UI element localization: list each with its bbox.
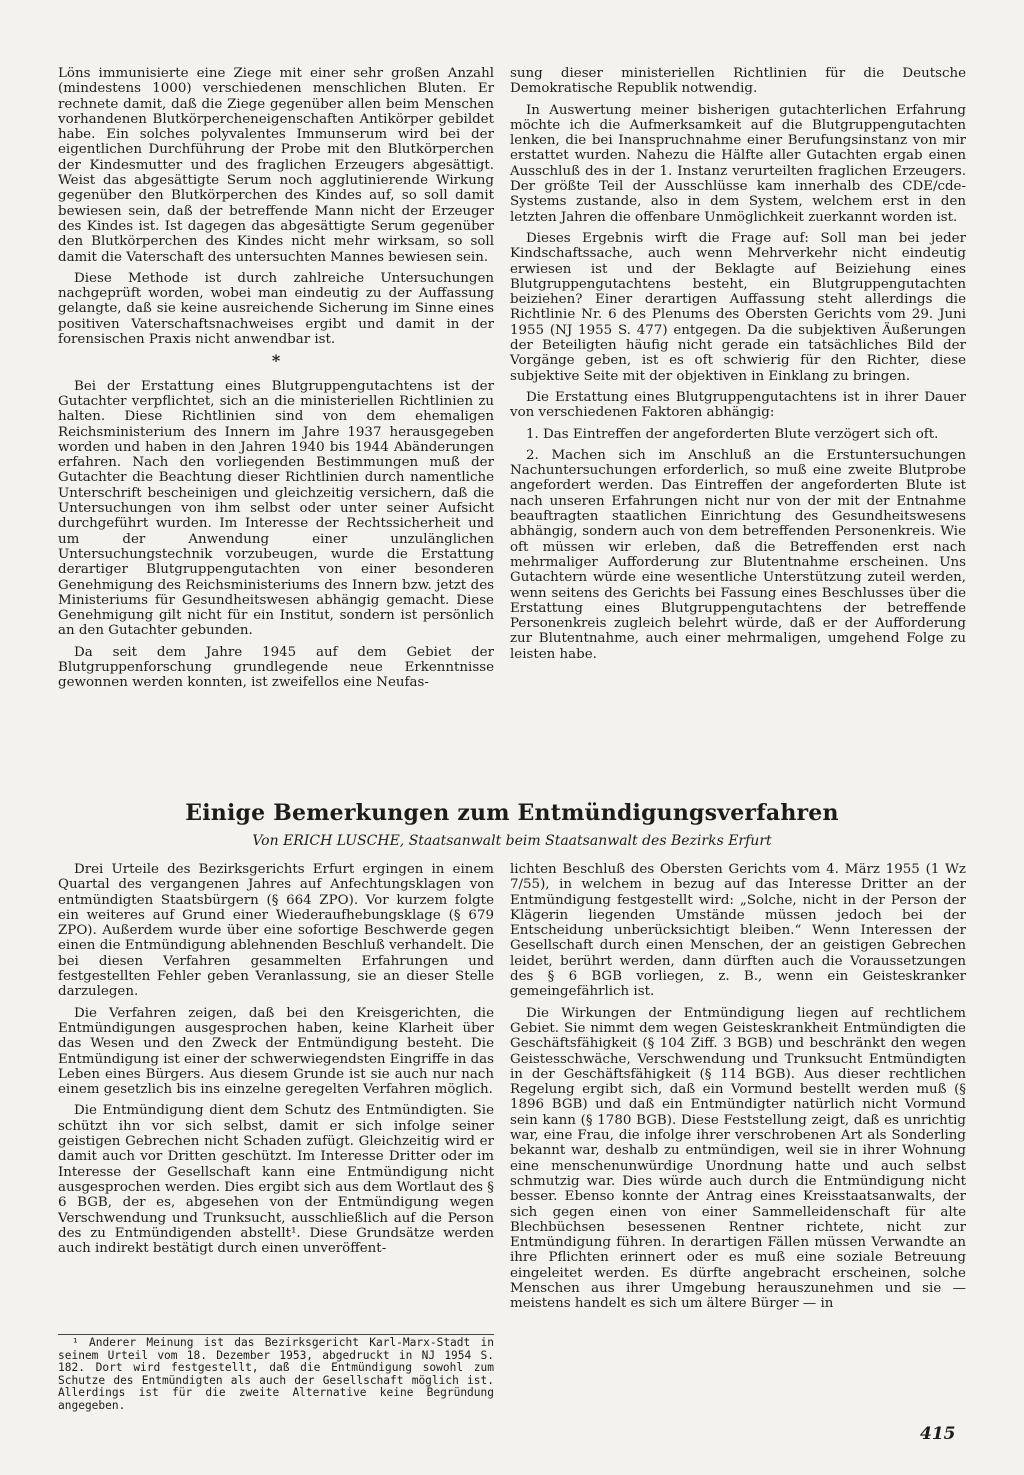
footnote-rule <box>58 1334 494 1335</box>
footnote <box>58 1337 494 1413</box>
paragraph: Bei der Erstattung eines Blutgruppengutachtens ist der Gutachter verpflichtet, sich an die ministeriellen Richtlinien zu halten. Diese Richtlinien sind von dem ehemaligen Reichsministerium des Innern im Jahre 1937 herausgegeben worden und haben in den Jahren 1940 bis 1944 Abänderungen erfahren. Nach den vorliegenden Bestimmungen muß der Gutachter die Beachtung dieser Richtlinien durch namentliche Unterschrift bescheinigen und gleichzeitig versichern, daß die Untersuchungen von ihm selbst oder unter seiner Aufsicht durchgeführt wurden. Im Interesse der Rechtssicherheit und um der Anwendung einer unzulänglichen Untersuchungstechnik vorzubeugen, wurde die Erstattung derartiger Blutgruppengutachten von einer besonderen Genehmigung des Reichsministeriums des Innern bzw. jetzt des Ministeriums für Gesundheitswesen abhängig gemacht. Diese Genehmigung gilt nicht für ein Institut, sondern ist persönlich an den Gutachter gebunden. <box>58 378 494 639</box>
paragraph: Dieses Ergebnis wirft die Frage auf: Soll man bei jeder Kindschaftssache, auch wenn Mehrverkehr nicht eindeutig erwiesen ist und der Beklagte auf Beiziehung eines Blutgruppengutachtens besteht, ein Blutgruppengutachten beiziehen? Einer derartigen Auffassung steht allerdings die Richtlinie Nr. 6 des Plenums des Obersten Gerichts vom 29. Juni 1955 (NJ 1955 S. 477) entgegen. Da die subjektiven Äußerungen der Beteiligten häufig nicht gerade ein tatsächliches Bild der Vorgänge geben, ist es oft schwierig für den Richter, diese subjektive Seite mit der objektiven in Einklang zu bringen. <box>510 230 966 384</box>
paragraph: Die Erstattung eines Blutgruppengutachtens ist in ihrer Dauer von verschiedenen Faktoren abhängig: <box>510 389 966 421</box>
list-item: 1. Das Eintreffen der angeforderten Blute verzögert sich oft. <box>526 426 939 442</box>
footnote-text: ¹ Anderer Meinung ist das Bezirksgericht Karl-Marx-Stadt in seinem Urteil vom 18. Dezember 1953, abgedruckt in NJ 1954 S. 182. Dort wird festgestellt, daß die Entmündigung sowohl zum Schutze des Entmündigten als auch der Gesellschaft möglich ist. Allerdings ist für die zweite Alternative keine Begründung angegeben. <box>58 1336 494 1412</box>
article-byline: Von ERICH LUSCHE, Staatsanwalt beim Staatsanwalt des Bezirks Erfurt <box>252 833 772 849</box>
list-item: 2. Machen sich im Anschluß an die Erstuntersuchungen Nachuntersuchungen erforderlich, so muß eine zweite Blutprobe angefordert werden. Das Eintreffen der angeforderten Blute ist nach unseren Erfahrungen nicht nur von der mit der Entnahme beauftragten staatlichen Einrichtung des Gesundheitswesens abhängig, sondern auch von dem betreffenden Personenkreis. Wie oft müssen wir erleben, daß die Betreffenden erst nach mehrmaliger Aufforderung zur Blutentnahme erscheinen. Uns Gutachtern würde eine wesentliche Unterstützung zuteil werden, wenn seitens des Gerichts bei Fassung eines Beschlusses über die Erstattung eines Blutgruppengutachtens der betreffende Personenkreis zugleich belehrt würde, daß er der Aufforderung zur Blutentnahme, auch einer mehrmaligen, umgehend Folge zu leisten habe. <box>510 447 966 662</box>
section-separator: * <box>271 351 281 371</box>
paragraph: Diese Methode ist durch zahlreiche Untersuchungen nachgeprüft worden, wobei man eindeutig zu der Auffassung gelangte, daß sie keine ausreichende Sicherung im Sinne eines positiven Vaterschaftsnachweises ergibt und damit in der forensischen Praxis nicht anwendbar ist. <box>58 270 494 348</box>
column-1 <box>58 66 494 697</box>
column-3 <box>58 862 494 1262</box>
paragraph: In Auswertung meiner bisherigen gutachterlichen Erfahrung möchte ich die Aufmerksamkeit auf die Blutgruppengutachten lenken, die bei Inanspruchnahme einer Berufungsinstanz von mir erstattet wurden. Nahezu die Hälfte aller Gutachten ergab einen Ausschluß des in der 1. Instanz verurteilten fraglichen Erzeugers. Der größte Teil der Ausschlüsse kam innerhalb des CDE/cde-Systems zustande, also in dem System, welchem erst in den letzten Jahren die offenbare Unmöglichkeit zuerkannt worden ist. <box>510 102 966 225</box>
article-title: Einige Bemerkungen zum Entmündigungsverfahren <box>185 800 839 826</box>
paragraph: Die Verfahren zeigen, daß bei den Kreisgerichten, die Entmündigungen ausgesprochen haben, keine Klarheit über das Wesen und den Zweck der Entmündigung besteht. Die Entmündigung ist einer der schwerwiegendsten Eingriffe in das Leben eines Bürgers. Aus diesem Grunde ist sie auch nur nach einem gesetzlich bis ins einzelne geregelten Verfahren möglich. <box>58 1005 495 1098</box>
column-4 <box>510 862 966 1318</box>
paragraph: Da seit dem Jahre 1945 auf dem Gebiet der Blutgruppenforschung grundlegende neue Erkenntnisse gewonnen werden konnten, ist zweifellos eine Neufas- <box>58 644 494 691</box>
column-2 <box>510 66 966 668</box>
paragraph: lichten Beschluß des Obersten Gerichts vom 4. März 1955 (1 Wz 7/55), in welchem in bezug auf das Interesse Dritter an der Entmündigung festgestellt wird: „Solche, nicht in der Person der Klägerin liegenden Umstände müssen jedoch bei der Entscheidung unberücksichtigt bleiben.“ Wenn Interessen der Gesellschaft durch einen Menschen, der an geistigen Gebrechen leidet, berührt werden, dann dürften auch die Voraussetzungen des § 6 BGB vorliegen, z. B., wenn ein Geisteskranker gemeingefährlich ist. <box>510 862 966 1000</box>
page-number: 415 <box>920 1424 956 1444</box>
paragraph: Drei Urteile des Bezirksgerichts Erfurt ergingen in einem Quartal des vergangenen Jahres auf Anfechtungsklagen von entmündigten Staatsbürgern (§ 664 ZPO). Vor kurzem folgte ein weiteres auf Grund einer Wiederaufhebungsklage (§ 679 ZPO). Außerdem wurde über eine sofortige Beschwerde gegen einen die Entmündigung ablehnenden Beschluß verhandelt. Die bei diesen Verfahren gesammelten Erfahrungen und festgestellten Fehler geben Veranlassung, sie an dieser Stelle darzulegen. <box>58 862 494 1000</box>
paragraph: Die Wirkungen der Entmündigung liegen auf rechtlichem Gebiet. Sie nimmt dem wegen Geisteskrankheit Entmündigten die Geschäftsfähigkeit (§ 104 Ziff. 3 BGB) und beschränkt den wegen Geistesschwäche, Verschwendung und Trunksucht Entmündigten in der Geschäftsfähigkeit (§ 114 BGB). Aus dieser rechtlichen Regelung ergibt sich, daß ein Vormund bestellt werden muß (§ 1896 BGB) und daß ein Entmündigter natürlich nicht Vormund sein kann (§ 1780 BGB). Diese Feststellung zeigt, daß es unrichtig war, eine Frau, die infolge ihrer verschrobenen Art als Sonderling bekannt war, deshalb zu entmündigen, weil sie in ihrer Wohnung eine menschenunwürdige Unordnung hatte und auch selbst schmutzig war. Dies würde auch durch die Entmündigung nicht besser. Ebenso konnte der Antrag eines Kreisstaatsanwalts, der sich gegen einen von einer Sammelleidenschaft für alte Blechbüchsen besessenen Rentner richtete, nicht zur Entmündigung führen. In derartigen Fällen müssen Verwandte an ihre Pflichten erinnert oder es muß eine soziale Betreuung eingeleitet werden. Es dürfte angebracht erscheinen, solche Menschen aus ihrer Umgebung herauszunehmen und sie — meistens handelt es sich um ältere Bürger — in <box>510 1005 966 1312</box>
paragraph: Löns immunisierte eine Ziege mit einer sehr großen Anzahl (mindestens 1000) verschiedenen menschlichen Bluten. Er rechnete damit, daß die Ziege gegenüber allen beim Menschen vorhandenen Blutkörpercheneigenschaften Antikörper gebildet habe. Ein solches polyvalentes Immunserum wird bei der eigentlichen Durchführung der Probe mit den Blutkörperchen der Kindesmutter und des fraglichen Erzeugers abgesättigt. Weist das abgesättigte Serum noch agglutinierende Wirkung gegenüber den Blutkörperchen des Kindes auf, so soll damit bewiesen sein, daß der betreffende Mann nicht der Erzeuger des Kindes ist. Ist dagegen das abgesättigte Serum gegenüber den Blutkörperchen des Kindes nicht mehr wirksam, so soll damit die Vaterschaft des untersuchten Mannes bewiesen sein. <box>58 66 494 265</box>
paragraph: Die Entmündigung dient dem Schutz des Entmündigten. Sie schützt ihn vor sich selbst, damit er sich infolge seiner geistigen Gebrechen nicht Schaden zufügt. Gleichzeitig wird er damit auch vor Dritten geschützt. Im Interesse Dritter oder im Interesse der Gesellschaft kann eine Entmündigung nicht ausgesprochen werden. Dies ergibt sich aus dem Wortlaut des § 6 BGB, der es, abgesehen von der Entmündigung wegen Verschwendung und Trunksucht, ausschließlich auf die Person des zu Entmündigenden abstellt¹. Diese Grundsätze werden auch indirekt bestätigt durch einen unveröffent- <box>58 1103 494 1257</box>
paragraph: sung dieser ministeriellen Richtlinien für die Deutsche Demokratische Republik notwendig. <box>510 66 966 97</box>
